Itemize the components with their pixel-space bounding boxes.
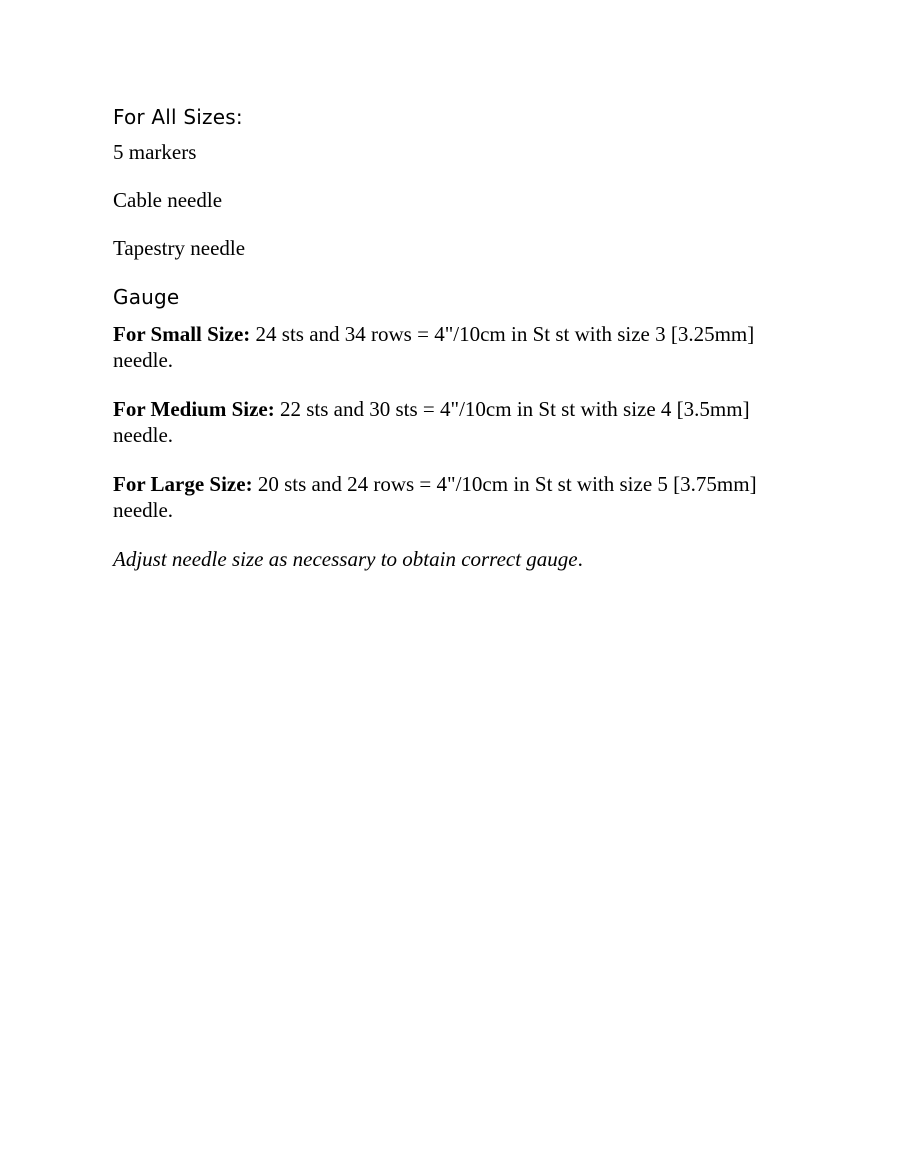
material-item-markers: 5 markers <box>113 140 197 164</box>
gauge-large-label: For Large Size: <box>113 472 253 496</box>
gauge-large-text: 20 sts and 24 rows = 4"/10cm in St st with size 5 [3.75mm] needle. <box>113 472 757 522</box>
material-item-cable-needle: Cable needle <box>113 188 223 212</box>
gauge-small-label: For Small Size: <box>113 322 251 346</box>
gauge-medium-label: For Medium Size: <box>113 397 275 421</box>
page-content <box>113 103 793 572</box>
gauge-note-text: Adjust needle size as necessary to obtain correct gauge <box>113 547 578 571</box>
gauge-medium-text: 22 sts and 30 sts = 4"/10cm in St st with size 4 [3.5mm] needle. <box>113 397 750 447</box>
gauge-note-period: . <box>577 547 583 571</box>
gauge-large <box>113 471 793 523</box>
gauge-small-text: 24 sts and 34 rows = 4"/10cm in St st with size 3 [3.25mm] needle. <box>113 322 755 372</box>
gauge-note <box>113 546 793 572</box>
materials-heading: For All Sizes: <box>113 105 243 129</box>
gauge-small <box>113 321 793 373</box>
gauge-medium <box>113 396 793 448</box>
gauge-heading: Gauge <box>113 285 180 309</box>
material-item-tapestry-needle: Tapestry needle <box>113 236 246 260</box>
